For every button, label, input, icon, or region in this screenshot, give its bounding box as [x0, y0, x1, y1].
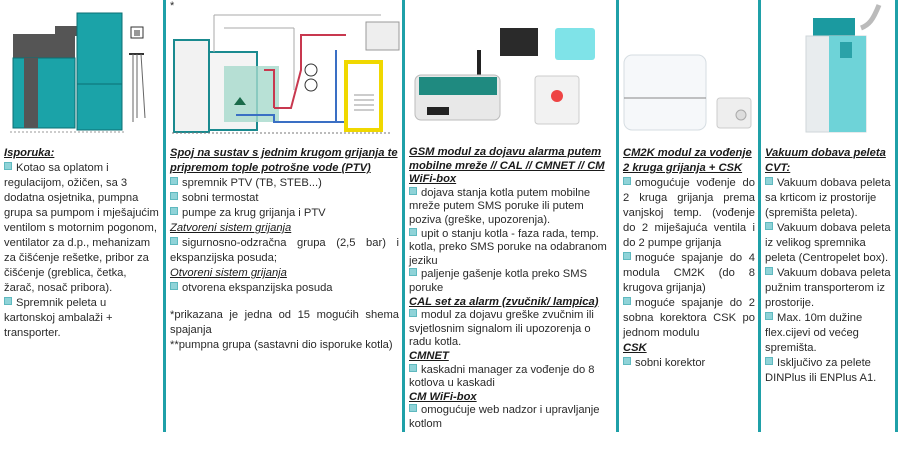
section-title: Isporuka:: [4, 147, 55, 159]
list-item: Vakuum dobava peleta pužnim transporterom iz prostorije.: [765, 267, 891, 309]
gsm-modules-image: [405, 0, 616, 138]
column-divider: [895, 0, 898, 432]
spoj-text: [170, 146, 399, 353]
subsection-title: CM WiFi-box: [409, 390, 477, 403]
cm2k-text: [623, 146, 755, 371]
list-item: Vakuum dobava peleta sa krticom iz prostorije (spremišta peleta).: [765, 177, 891, 219]
list-item: upit o stanju kotla - faza rada, temp. kotla, preko SMS poruke na odabranom jeziku: [409, 228, 613, 269]
footnote: *prikazana je jedna od 15 mogućih shema spajanja: [170, 309, 399, 336]
footnote: **pumpna grupa (sastavni dio isporuke kotla): [170, 339, 393, 351]
column-cvt: [761, 0, 895, 450]
section-title: GSM modul za dojavu alarma putem mobilne mreže // CAL // CMNET // CM WiFi-box: [409, 146, 605, 186]
list-item: sobni korektor: [623, 356, 755, 371]
column-isporuka: [0, 0, 163, 450]
list-item: Isključivo za pelete DINPlus ili ENPlus A1.: [765, 356, 892, 386]
list-item: moguće spajanje do 4 modula CM2K (do 8 krugova grijanja): [623, 252, 755, 294]
heating-schema-image: [166, 0, 402, 138]
cvt-image: [761, 0, 895, 138]
schema-mark: *: [170, 0, 175, 12]
list-item: spremnik PTV (TB, STEB...): [170, 176, 399, 191]
cm2k-image: [619, 0, 758, 138]
subsection-title: Zatvoreni sistem grijanja: [170, 222, 292, 234]
subsection-title: CSK: [623, 342, 647, 354]
list-item: omogućuje vođenje do 2 kruga grijanja prema vanjskoj temp. (vođenje do 2 miješajuća ventila i do 2 pumpe grijanja: [623, 177, 755, 249]
subsection-title: Otvoreni sistem grijanja: [170, 267, 287, 279]
section-title: Vakuum dobava peleta CVT:: [765, 147, 886, 174]
subsection-title: CAL set za alarm (zvučnik/ lampica): [409, 295, 599, 308]
section-title: Spoj na sustav s jednim krugom grijanja te pripremom tople potrošne vode (PTV): [170, 147, 398, 174]
list-item: paljenje gašenje kotla preko SMS poruke: [409, 268, 613, 295]
list-item: Kotao sa oplatom i regulacijom, ožičen, sa 3 dodatna osjetnika, pumpna grupa sa pumpom i mješajućim ventilom s motornim pogonom, ventilator za d.p., mehanizam za čišćenje rešetke, pribor za čišćenje (greblica, četka, žarač, nosač pribora).: [4, 162, 159, 294]
column-cm2k: [619, 0, 758, 450]
gsm-text: [409, 146, 613, 431]
list-item: sigurnosno-odzračna grupa (2,5 bar) i ekspanzijska posuda;: [170, 237, 399, 264]
subsection-title: CMNET: [409, 349, 449, 362]
list-item: modul za dojavu greške zvučnim ili svjetlosnim signalom ili upozorenja o radu kotla.: [409, 309, 613, 350]
list-item: pumpe za krug grijanja i PTV: [170, 206, 399, 221]
list-item: omogućuje web nadzor i upravljanje kotlom: [409, 404, 613, 431]
list-item: Vakuum dobava peleta iz velikog spremnika peleta (Centropelet box).: [765, 222, 891, 264]
cvt-text: [765, 146, 892, 386]
boiler-image: [0, 0, 163, 138]
list-item: dojava stanja kotla putem mobilne mreže putem SMS poruke ili putem poziva (greške, upozorenja).: [409, 187, 613, 228]
list-item: Spremnik peleta u kartonskoj ambalaži + transporter.: [4, 296, 160, 341]
list-item: otvorena ekspanzijska posuda: [170, 281, 399, 296]
list-item: kaskadni manager za vođenje do 8 kotlova u kaskadi: [409, 364, 613, 391]
list-item: moguće spajanje do 2 sobna korektora CSK po jednom modulu: [623, 297, 755, 339]
section-title: CM2K modul za vođenje 2 kruga grijanja + CSK: [623, 147, 752, 174]
column-gsm: [405, 0, 616, 450]
list-item: Max. 10m dužine flex.cijevi od većeg spremišta.: [765, 311, 892, 356]
list-item: sobni termostat: [170, 191, 399, 206]
isporuka-text: [4, 146, 160, 341]
column-spoj: [166, 0, 402, 450]
